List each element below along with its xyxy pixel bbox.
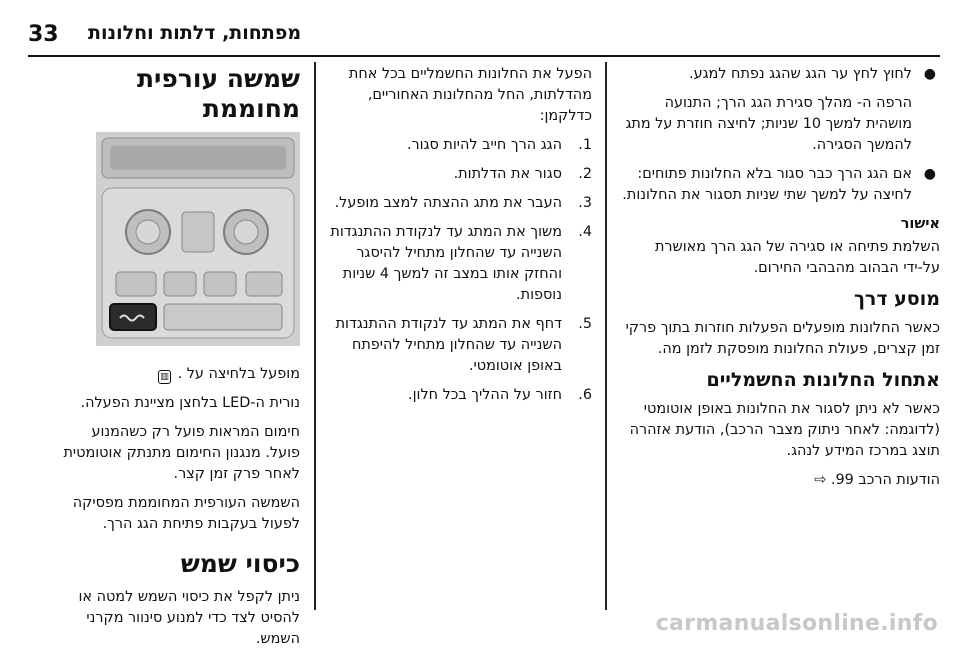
column-middle: [328, 64, 592, 414]
step-item: 2. סגור את הדלתות.: [453, 166, 592, 182]
paragraph: חימום המראות פועל רק כשהמנוע פועל. מנגנון החימום מתנתק אוטומטית לאחר פרק זמן קצר.: [63, 424, 300, 482]
step-item: 3. העבר את מתג ההצתה למצב מופעל.: [334, 195, 592, 211]
intro-text: הפעל את החלונות החשמליים בכל אחת מהדלתות, החל מהחלונות האחוריים, כדלקמן:: [348, 66, 592, 124]
bullet-item: [618, 93, 940, 156]
running-head: מפתחות, דלתות וחלונות: [88, 22, 302, 44]
bullet-text: אם הגג הרך כבר סגור בלא החלונות פתוחים: לחיצה על למשך שתי שניות תסגור את החלונות.: [622, 166, 912, 203]
column-divider-left: [314, 62, 316, 610]
bullet-list: [618, 64, 940, 206]
reference-arrow-icon: ⇨: [814, 472, 827, 488]
cross-reference: הודעות הרכב 99. ⇨: [814, 472, 940, 488]
paragraph: מופעל בלחיצה על . ▥: [62, 364, 300, 385]
note-text: השלמת פתיחה או סגירה של הגג הרך מאושרת על-ידי הבהוב מהבהבי החירום.: [654, 239, 940, 276]
step-item: 5. דחף את המתג עד לנקודת ההתנגדות השנייה עד שהחלון מתחיל להיפתח באופן אוטומטי.: [335, 316, 592, 374]
paragraph: נורית ה-LED בלחצן מציינת הפעלה.: [80, 395, 300, 411]
section-heading: כיסוי שמש: [180, 549, 300, 578]
header-rule: [28, 55, 940, 57]
step-item: 4. משוך את המתג עד לנקודת ההתנגדות השנייה עד שהחלון מתחיל להיסגר והחזק אותו במצב זה למשך 4 שניות נוספות.: [330, 224, 592, 303]
bullet-icon: ●: [923, 166, 936, 182]
column-left: [62, 64, 300, 658]
section-text: כאשר החלונות מופעלים הפעלות חוזרות בתוך פרקי זמן קצרים, פעולת החלונות מופסקת לזמן מה.: [625, 320, 940, 357]
column-divider-right: [605, 62, 607, 610]
step-item: 1. הגג הרך חייב להיות סגור.: [406, 137, 592, 153]
bullet-text: לחוץ לחץ ער הגג שהגג נפתח למגע.: [689, 66, 912, 82]
watermark: carmanualsonline.info: [655, 611, 938, 636]
step-list: [328, 135, 592, 406]
bullet-icon: ●: [923, 66, 936, 82]
section-heading: שמשה עורפית מחוממת: [136, 64, 300, 123]
note-heading: אישור: [900, 216, 940, 232]
section-title: מוסע דרך: [853, 288, 940, 310]
paragraph: השמשה העורפית המחוממת מפסיקה לפעול בעקבות פתיחת הגג הרך.: [72, 495, 300, 532]
bullet-text: הרפה ה- מהלך סגירת הגג הרך; התנועה מושהית למשך 10 שניות; לחיצה חוזרת על מתג להמשך הסגירה.: [625, 95, 912, 153]
rear-window-heat-icon: ▥: [158, 370, 171, 384]
section-text: כאשר לא ניתן לסגור את החלונות באופן אוטומטי (לדוגמה: לאחר ניתוק מצבר הרכב), הודעת אזהרה תוצג במרכז המידע לנהג.: [629, 401, 940, 459]
bullet-item: [618, 164, 940, 206]
rear-window-heat-button: [110, 304, 156, 330]
bullet-item: [618, 64, 940, 85]
climate-panel-photo: [96, 132, 300, 346]
step-item: 6. חזור על ההליך בכל חלון.: [408, 387, 592, 403]
section-title: אתחול החלונות החשמליים: [706, 369, 940, 391]
column-right: [618, 64, 940, 499]
page-number: 33: [28, 22, 59, 47]
paragraph: ניתן לקפל את כיסוי השמש למטה או להסיט לצד כדי למנוע סינוור מקרני השמש.: [78, 589, 300, 647]
